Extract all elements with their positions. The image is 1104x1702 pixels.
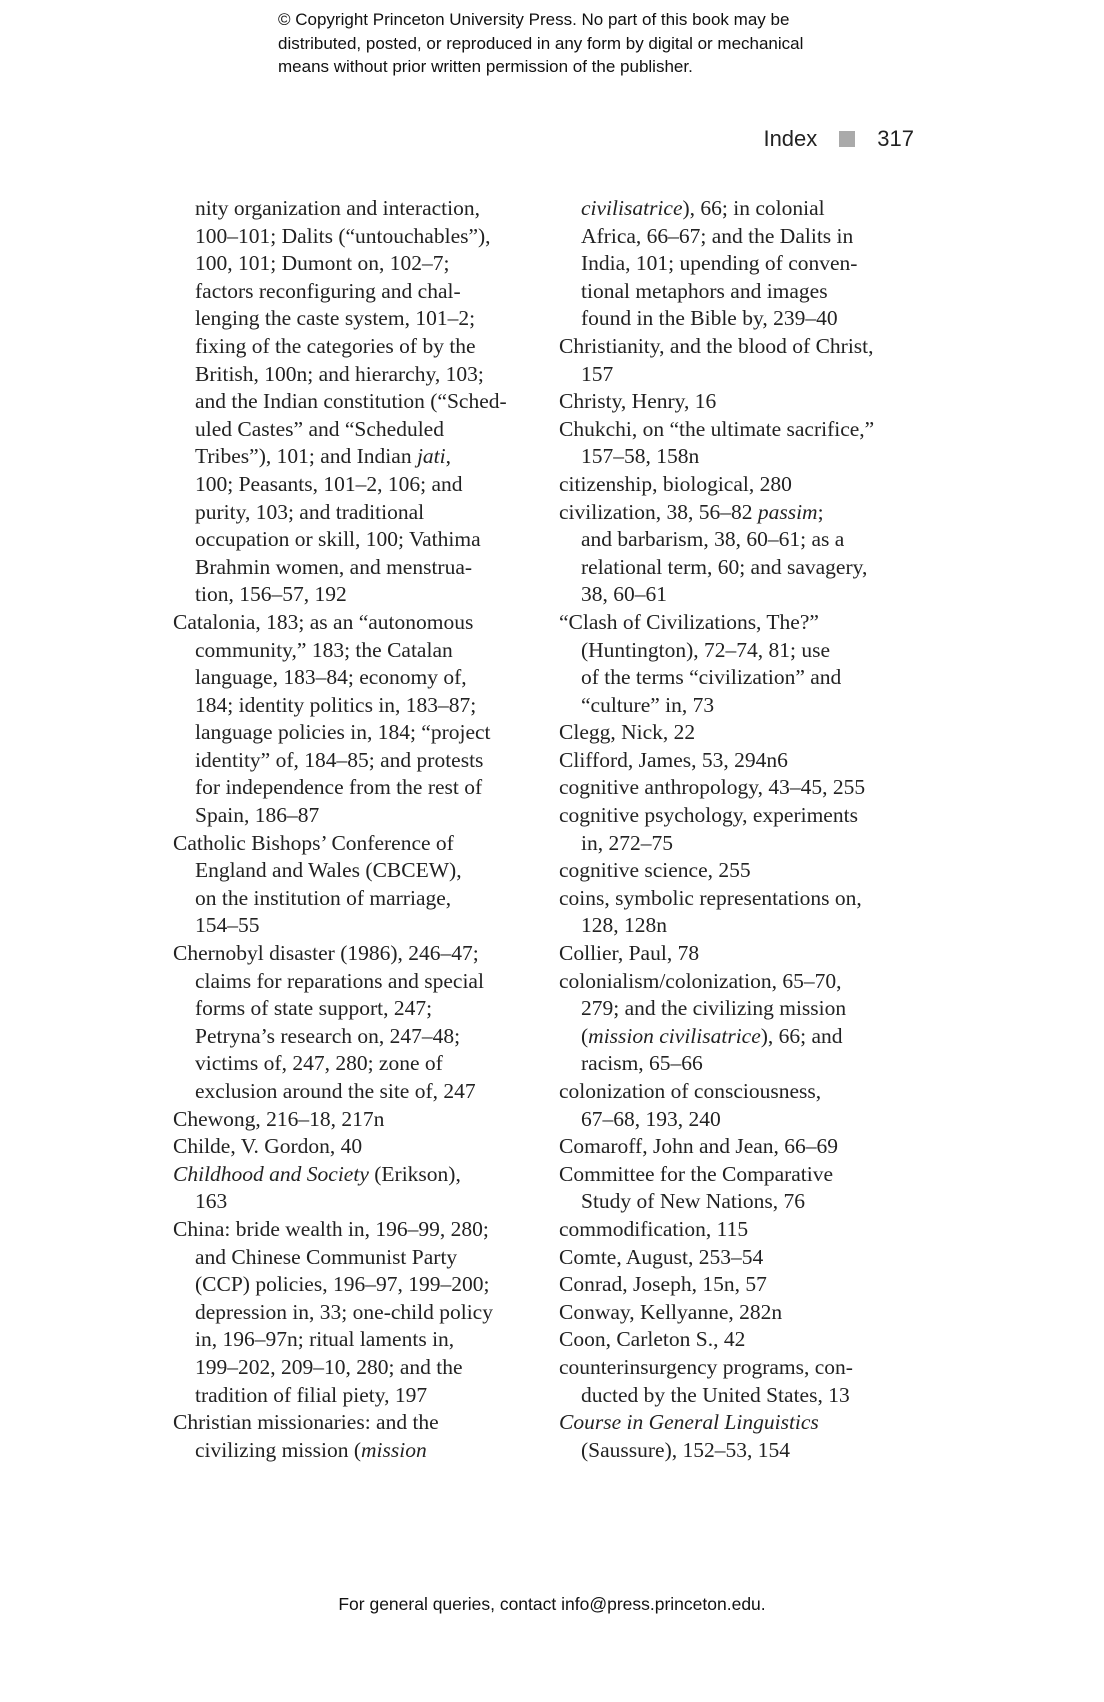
index-entry: Chukchi, on “the ultimate sacrifice,” [559,416,875,441]
index-subline: 184; identity politics in, 183–87; [195,692,477,717]
index-entry: colonization of consciousness, [559,1079,822,1103]
index-subline: occupation or skill, 100; Vathima [195,527,481,552]
index-subline: 128, 128n [581,913,667,938]
index-subline: ducted by the United States, 13 [581,1382,850,1407]
index-entry: Clifford, James, 53, 294n6 [559,747,788,772]
index-subline: uled Castes” and “Scheduled [195,416,444,441]
index-subline: and the Indian constitution (“Sched- [195,389,507,414]
index-subline: identity” of, 184–85; and protests [195,747,484,772]
index-subline: 100–101; Dalits (“untouchables”), [195,223,491,248]
index-subline: Spain, 186–87 [195,803,320,828]
index-subline: tradition of filial piety, 197 [195,1382,428,1407]
index-subline: language, 183–84; economy of, [195,665,467,690]
index-entry: colonialism/colonization, 65–70, [559,968,842,993]
index-subline: Study of New Nations, 76 [581,1189,805,1214]
index-entry: commodification, 115 [559,1216,749,1241]
index-entry: Clegg, Nick, 22 [559,720,696,745]
index-subline: on the institution of marriage, [195,885,452,910]
index-entry: Comte, August, 253–54 [559,1244,764,1269]
index-subline: Brahmin women, and menstrua- [195,554,473,579]
index-subline: exclusion around the site of, 247 [195,1079,476,1103]
copyright-line: distributed, posted, or reproduced in any form by digital or mechanical [278,33,804,53]
index-subline: civilizing mission (mission [195,1437,427,1462]
index-subline: racism, 65–66 [581,1051,703,1076]
index-subline: 67–68, 193, 240 [581,1106,721,1131]
index-subline: claims for reparations and special [195,968,484,993]
index-subline: 100, 101; Dumont on, 102–7; [195,251,450,276]
index-subline: civilisatrice), 66; in colonial [581,196,825,220]
index-subline: forms of state support, 247; [195,996,433,1021]
index-subline: 157 [581,361,614,386]
page-number: 317 [877,126,914,151]
index-entry: Collier, Paul, 78 [559,941,700,966]
index-entry: Christianity, and the blood of Christ, [559,333,874,358]
running-head [763,126,914,152]
index-subline: 279; and the civilizing mission [581,996,847,1021]
copyright-line: © Copyright Princeton University Press. No part of this book may be [278,10,790,29]
index-entry: cognitive science, 255 [559,858,751,883]
index-subline: England and Wales (CBCEW), [195,858,462,883]
index-entry: Catalonia, 183; as an “autonomous [173,609,474,634]
index-entry: Catholic Bishops’ Conference of [173,830,454,855]
index-subline: (Saussure), 152–53, 154 [581,1437,791,1462]
index-subline: in, 272–75 [581,830,673,855]
index-subline: 154–55 [195,913,260,938]
index-subline: depression in, 33; one-child policy [195,1299,493,1324]
index-entry: Course in General Linguistics [559,1410,819,1435]
index-entry: Childe, V. Gordon, 40 [173,1134,363,1159]
index-entry: citizenship, biological, 280 [559,471,792,496]
index-entry: cognitive anthropology, 43–45, 255 [559,775,866,800]
index-subline: for independence from the rest of [195,775,483,800]
index-subline: nity organization and interaction, [195,196,480,220]
index-subline: 157–58, 158n [581,444,700,469]
footer-contact: For general queries, contact info@press.princeton.edu. [338,1594,766,1614]
index-entry: Conway, Kellyanne, 282n [559,1299,783,1324]
index-entry: Chewong, 216–18, 217n [173,1106,385,1131]
index-subline: (Huntington), 72–74, 81; use [581,637,831,662]
index-subline: tion, 156–57, 192 [195,582,347,607]
index-subline: 100; Peasants, 101–2, 106; and [195,471,463,496]
index-entry: “Clash of Civilizations, The?” [559,609,819,634]
index-subline: (CCP) policies, 196–97, 199–200; [195,1272,490,1297]
index-subline: Tribes”), 101; and Indian jati, [195,444,451,469]
index-subline: found in the Bible by, 239–40 [581,306,838,331]
index-subline: India, 101; upending of conven- [581,251,858,276]
index-column-left [173,195,543,1464]
index-subline: purity, 103; and traditional [195,499,425,524]
index-entry: counterinsurgency programs, con- [559,1354,853,1379]
index-entry: Childhood and Society (Erikson), [173,1161,461,1186]
index-subline: Petryna’s research on, 247–48; [195,1023,461,1048]
index-entry: China: bride wealth in, 196–99, 280; [173,1216,489,1241]
copyright-notice [278,8,918,79]
index-subline: factors reconfiguring and chal- [195,278,461,303]
index-subline: relational term, 60; and savagery, [581,554,868,579]
index-subline: Africa, 66–67; and the Dalits in [581,223,854,248]
index-entry: Christian missionaries: and the [173,1410,439,1435]
index-subline: 199–202, 209–10, 280; and the [195,1354,463,1379]
index-subline: tional metaphors and images [581,278,828,303]
index-entry: civilization, 38, 56–82 passim; [559,499,824,524]
index-subline: “culture” in, 73 [581,692,715,717]
index-subline: 38, 60–61 [581,582,667,607]
index-column-right [559,195,924,1464]
index-subline: in, 196–97n; ritual laments in, [195,1327,455,1352]
index-subline: 163 [195,1189,228,1214]
index-entry: Chernobyl disaster (1986), 246–47; [173,941,479,966]
index-subline: lenging the caste system, 101–2; [195,306,476,331]
index-entry: Christy, Henry, 16 [559,389,717,414]
index-subline: (mission civilisatrice), 66; and [581,1023,843,1048]
index-subline: British, 100n; and hierarchy, 103; [195,361,484,386]
running-head-title: Index [763,126,818,151]
index-subline: community,” 183; the Catalan [195,637,453,662]
separator-square-icon [839,131,855,147]
index-entry: Committee for the Comparative [559,1161,834,1186]
index-entry: Comaroff, John and Jean, 66–69 [559,1134,839,1159]
index-subline: and barbarism, 38, 60–61; as a [581,527,845,552]
index-subline: of the terms “civilization” and [581,665,842,690]
index-entry: cognitive psychology, experiments [559,803,858,828]
index-entry: Coon, Carleton S., 42 [559,1327,746,1352]
index-entry: Conrad, Joseph, 15n, 57 [559,1272,767,1297]
index-subline: fixing of the categories of by the [195,333,476,358]
index-entry: coins, symbolic representations on, [559,885,862,910]
index-subline: language policies in, 184; “project [195,720,491,745]
copyright-line: means without prior written permission of the publisher. [278,57,693,76]
index-subline: and Chinese Communist Party [195,1244,458,1269]
index-subline: victims of, 247, 280; zone of [195,1051,443,1076]
